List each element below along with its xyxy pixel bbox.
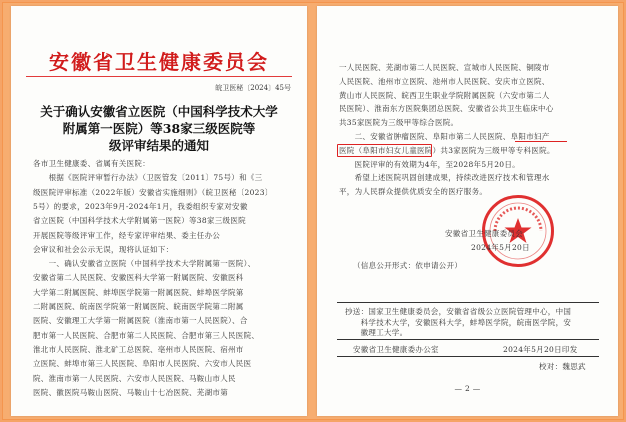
body-text-line: 二、安徽省肿瘤医院、阜阳市第二人民医院、阜阳市妇产 (339, 132, 550, 141)
cc-line: 徽理工大学。 (345, 328, 408, 337)
document-page-2 (317, 6, 618, 416)
title-line-1: 关于确认安徽省立医院（中国科学技术大学 (40, 104, 278, 119)
body-text-line: 大学第二附属医院、蚌埠医学院第一附属医院、蚌埠医学院第 (33, 287, 244, 297)
body-text-line: 肥市第一人民医院、合肥市第二人民医院、合肥市第三人民医院、 (33, 330, 260, 340)
body-text-line: 一、确认安徽省立医院（中国科学技术大学附属第一医院）、 (33, 259, 256, 269)
body-text-line: 医院、徽医院马鞍山医院、马鞍山十七冶医院、芜湖市第 (33, 387, 228, 397)
title-line-2: 附属第一医院）等38家三级医院等 (62, 121, 256, 136)
divider-mid (337, 339, 599, 340)
body-text-line: 一人民医院、芜湖市第二人民医院、宣城市人民医院、铜陵市 (339, 63, 550, 72)
body-text-line: 民医院）、淮南东方医院集团总医院、安徽省公共卫生临床中心 (339, 104, 554, 114)
annotation-box (337, 144, 432, 157)
issue-date: 2024年5月20日印发 (503, 345, 578, 354)
document-number: 皖卫医秘〔2024〕45号 (215, 84, 291, 92)
proofreader: 校对：魏思武 (539, 362, 586, 371)
body-text-line: 各市卫生健康委、省属有关医院： (33, 159, 150, 168)
body-text-line: 淮北市人民医院、淮北矿工总医院、亳州市人民医院、宿州市 (33, 344, 244, 354)
letterhead-red-line (26, 76, 292, 77)
public-disclosure-note: （信息公开形式：依申请公开） (353, 261, 463, 270)
body-text-line: 平，为人民群众提供优质安全的医疗服务。 (339, 187, 488, 197)
cc-line: 抄送：国家卫生健康委员会，安徽省省级公立医院管理中心，中国 (345, 307, 572, 316)
signature-date: 2024年5月20日 (471, 243, 530, 252)
document-page-1 (11, 6, 307, 416)
page-number: — 2 — (454, 384, 481, 393)
body-text-line: 院、淮南市第一人民医院、六安市人民医院、马鞍山市人民 (33, 373, 236, 383)
body-text-line: 希望上述医院巩固创建成果，持续改进医疗技术和管理水 (339, 173, 550, 183)
divider-top (337, 302, 599, 303)
body-text-line: 黄山市人民医院、皖西卫生职业学院附属医院（六安市第二人 (339, 90, 550, 100)
body-text-line: 医院（阜阳市妇女儿童医院）共3家医院为三级甲等专科医院。 (339, 145, 555, 155)
body-text-line: 会审议和社会公示无误，现将认证如下： (33, 244, 174, 254)
cc-line: 科学技术大学，安徽医科大学，蚌埠医学院，皖南医学院，安 (345, 317, 572, 327)
body-text-line: 共35家医院为三级甲等综合医院。 (339, 118, 459, 128)
body-text-line: 省立医院（中国科学技术大学附属第一医院）等38家三级医院 (33, 216, 246, 226)
divider-bottom (337, 356, 599, 357)
body-text-line: 立医院、蚌埠市第三人民医院、阜阳市人民医院、六安市人民医 (33, 359, 252, 369)
annotation-underline (515, 141, 567, 142)
body-text-line: 根据《医院评审暂行办法》（卫医管发〔2011〕75号）和《三 (33, 173, 263, 183)
title-line-3: 级评审结果的通知 (108, 138, 209, 153)
issuing-office: 安徽省卫生健康委办公室 (353, 345, 439, 354)
body-text-line: 安徽省第二人民医院、安徽医科大学第一附属医院、安徽医科 (33, 273, 244, 283)
body-text-line: 开展医院等级评审工作，经专家评审结果、委主任办公 (33, 230, 221, 240)
signature-org: 安徽省卫生健康委员会 (445, 229, 523, 238)
body-text-line: 人民医院、池州市立医院、池州市人民医院、安庆市立医院、 (339, 76, 550, 86)
body-text-line: 二附属医院、皖南医学院第一附属医院、皖南医学院第二附属 (33, 302, 244, 311)
body-text-line: 医院评审的有效期为4年，至2028年5月20日。 (339, 159, 520, 169)
letterhead-title: 安徽省卫生健康委员会 (49, 50, 269, 74)
body-text-line: 5号）的要求，2023年9月-2024年1月，我委组织专家对安徽 (33, 201, 248, 211)
body-text-line: 医院、安徽理工大学第一附属医院（淮南市第一人民医院）、合 (33, 316, 248, 326)
body-text-line: 级医院评审标准（2022年版）安徽省实施细则》（皖卫医秘〔2023〕 (33, 187, 273, 197)
